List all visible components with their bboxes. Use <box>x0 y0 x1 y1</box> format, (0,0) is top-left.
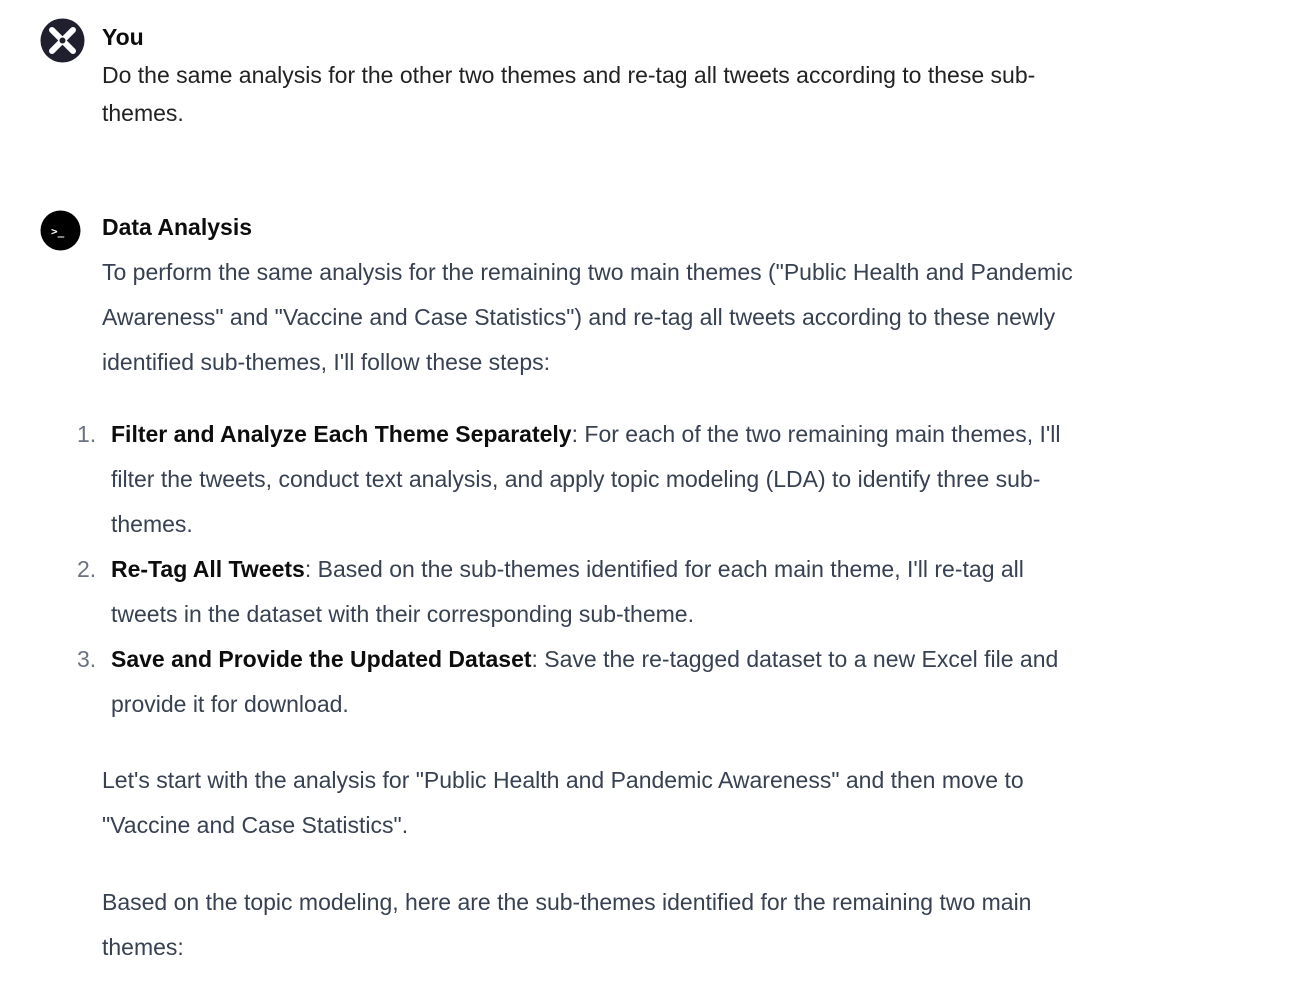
step-text: : Based on the sub-themes identified for each main theme, I'll re-tag all tweets in the dataset with their corresponding sub-theme. <box>111 556 1024 627</box>
list-item <box>74 547 1094 637</box>
step-text: : For each of the two remaining main themes, I'll filter the tweets, conduct text analysis, and apply topic modeling (LDA) to identify three sub-themes. <box>111 421 1061 537</box>
step-text: : Save the re-tagged dataset to a new Excel file and provide it for download. <box>111 646 1059 717</box>
assistant-paragraph-2: Based on the topic modeling, here are the sub-themes identified for the remaining two main themes: <box>102 889 1032 960</box>
assistant-message <box>40 206 1100 976</box>
step-title: Save and Provide the Updated Dataset <box>111 646 532 672</box>
terminal-glyph: >_ <box>51 225 65 238</box>
user-message-text: Do the same analysis for the other two themes and re-tag all tweets according to these sub-themes. <box>102 62 1036 126</box>
assistant-paragraph-1: Let's start with the analysis for "Public Health and Pandemic Awareness" and then move to "Vaccine and Case Statistics". <box>102 767 1024 838</box>
user-message <box>40 18 1100 138</box>
step-number: 3. <box>77 646 97 672</box>
step-title: Filter and Analyze Each Theme Separately <box>111 421 572 447</box>
list-item <box>74 637 1094 727</box>
user-author-name: You <box>102 24 144 50</box>
step-title: Re-Tag All Tweets <box>111 556 305 582</box>
terminal-icon <box>40 210 81 251</box>
x-logo-icon <box>40 18 85 63</box>
assistant-author-name: Data Analysis <box>102 214 252 240</box>
list-item <box>74 412 1094 547</box>
step-number: 2. <box>77 556 97 582</box>
assistant-intro-text: To perform the same analysis for the remaining two main themes ("Public Health and Pandemic Awareness" and "Vaccine and Case Statistics") and re-tag all tweets according to these newly identified sub-themes, I'll follow these steps: <box>102 259 1073 375</box>
step-number: 1. <box>77 421 97 447</box>
steps-list <box>74 412 1094 727</box>
